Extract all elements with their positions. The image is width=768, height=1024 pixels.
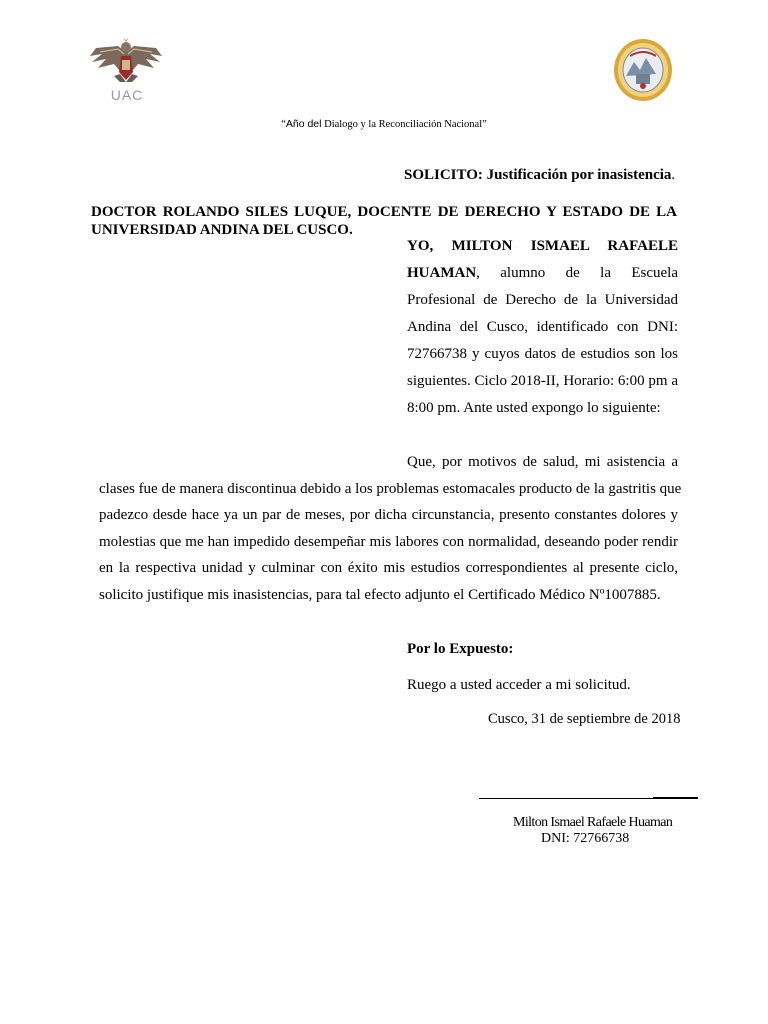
request-subject — [404, 167, 675, 184]
signer-dni: DNI: 72766738 — [541, 831, 630, 846]
applicant-intro — [407, 233, 678, 422]
motto-text: Dialogo y la Reconciliación Nacional” — [321, 119, 487, 130]
faculty-seal-logo — [612, 38, 674, 102]
intro-line: 72766738 y cuyos datos de estudios son los — [407, 346, 678, 362]
intro-line: siguientes. Ciclo 2018-II, Horario: 6:00 pm a — [407, 373, 678, 389]
body-line: padezco desde hace ya un par de meses, por dicha circunstancia, presento constantes dolores y — [99, 507, 678, 524]
intro-line: 8:00 pm. Ante usted expongo lo siguiente: — [407, 400, 661, 416]
year-motto — [0, 118, 768, 130]
addressee-line-2: UNIVERSIDAD ANDINA DEL CUSCO. — [91, 222, 353, 238]
logo-left-text: UAC — [110, 87, 144, 103]
body-paragraph — [99, 449, 682, 609]
body-line: Que, por motivos de salud, mi asistencia a — [407, 454, 678, 470]
subject-label: SOLICITO: — [404, 167, 483, 183]
intro-line — [407, 260, 678, 287]
closing-request: Ruego a usted acceder a mi solicitud. — [407, 677, 631, 693]
subject-text: Justificación por inasistencia — [482, 167, 672, 183]
subject-period: . — [671, 167, 676, 183]
seal-icon — [612, 38, 674, 102]
document-date: Cusco, 31 de septiembre de 2018 — [488, 711, 681, 727]
intro-line: YO, MILTON ISMAEL RAFAELE — [407, 238, 678, 254]
motto-year-label: Año del — [285, 118, 322, 130]
intro-surname: HUAMAN — [407, 265, 477, 281]
addressee-line-1: DOCTOR ROLANDO SILES LUQUE, DOCENTE DE DERECHO Y ESTADO DE LA — [91, 204, 677, 220]
university-eagle-logo — [88, 38, 164, 106]
closing-heading: Por lo Expuesto: — [407, 641, 514, 657]
signature-line-accent — [653, 797, 698, 799]
intro-line: Andina del Cusco, identificado con DNI: — [407, 319, 678, 335]
body-line: molestias que me han impedido desempeñar mis labores con normalidad, deseando poder rendir — [99, 533, 678, 550]
body-line: clases fue de manera discontinua debido a los problemas estomacales producto de la gastritis que — [99, 480, 682, 497]
body-line: solicito justifique mis inasistencias, para tal efecto adjunto el Certificado Médico Nº1007885. — [99, 586, 661, 603]
intro-line-rest: , alumno de la Escuela — [476, 265, 678, 281]
body-line: en la respectiva unidad y culminar con éxito mis estudios correspondientes al presente ciclo, — [99, 560, 678, 577]
signer-name: Milton Ismael Rafaele Huaman — [513, 815, 673, 830]
intro-line: Profesional de Derecho de la Universidad — [407, 292, 678, 308]
motto-open-quote: “ — [281, 119, 286, 130]
